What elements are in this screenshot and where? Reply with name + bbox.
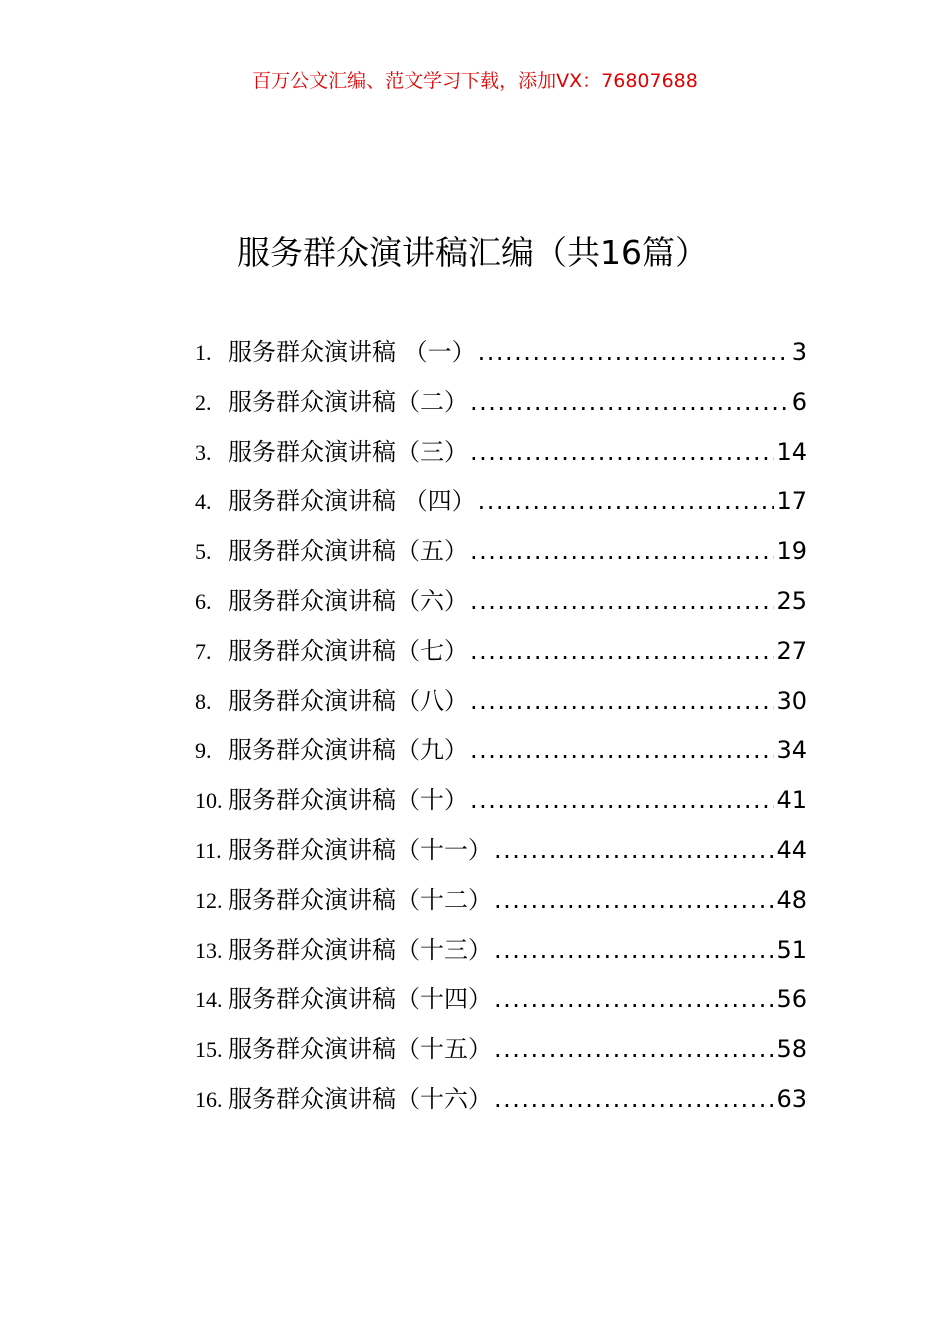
toc-entry-label: 服务群众演讲稿（三）: [228, 437, 468, 466]
toc-entry-page-number: 56: [776, 985, 807, 1014]
toc-dot-leader: [478, 482, 775, 520]
toc-entry-page-number: 58: [776, 1035, 807, 1064]
toc-entry-number: 10.: [195, 788, 223, 814]
toc-entry-number: 9.: [195, 738, 212, 764]
toc-entry-page-number: 41: [776, 786, 807, 815]
toc-dot-leader: [470, 632, 774, 670]
toc-entry-number: 11.: [195, 837, 222, 863]
toc-entry-page-number: 6: [791, 387, 807, 416]
toc-entry-page-number: 27: [776, 636, 807, 665]
toc-entry-label: 服务群众演讲稿 （一）: [228, 338, 476, 366]
toc-entry-page-number: 19: [776, 537, 807, 566]
toc-dot-leader: [470, 682, 774, 720]
toc-entry-number: 8.: [195, 688, 212, 714]
toc-entry-page-number: 63: [776, 1084, 807, 1113]
toc-entry[interactable]: [195, 333, 807, 383]
toc-entry-label: 服务群众演讲稿（八）: [228, 686, 468, 715]
toc-entry-page-number: 34: [776, 736, 807, 765]
toc-entry-number: 1.: [195, 340, 212, 365]
toc-entry[interactable]: [195, 582, 807, 632]
toc-entry-number: 6.: [195, 588, 212, 614]
toc-entry-page-number: 14: [776, 437, 807, 466]
toc-entry[interactable]: [195, 931, 807, 981]
toc-entry-page-number: 48: [776, 885, 807, 914]
toc-entry-label: 服务群众演讲稿（六）: [228, 586, 468, 615]
toc-entry-label: 服务群众演讲稿（十一）: [228, 835, 492, 864]
toc-dot-leader: [470, 582, 774, 620]
table-of-contents: [195, 333, 807, 1130]
toc-entry-number: 13.: [195, 937, 223, 963]
toc-entry-number: 3.: [195, 439, 212, 465]
toc-entry-number: 4.: [195, 489, 212, 515]
toc-entry-label: 服务群众演讲稿（七）: [228, 636, 468, 665]
toc-entry-label: 服务群众演讲稿（十五）: [228, 1035, 492, 1064]
toc-dot-leader: [470, 731, 774, 769]
toc-entry-number: 15.: [195, 1037, 223, 1063]
toc-entry-label: 服务群众演讲稿（十六）: [228, 1084, 492, 1113]
toc-entry-label: 服务群众演讲稿（二）: [228, 387, 468, 416]
toc-dot-leader: [494, 831, 774, 869]
toc-entry[interactable]: [195, 980, 807, 1030]
toc-entry-number: 5.: [195, 539, 212, 565]
toc-entry[interactable]: [195, 1080, 807, 1130]
toc-entry-page-number: 51: [776, 935, 807, 964]
toc-entry-page-number: 3: [791, 338, 807, 366]
toc-dot-leader: [494, 980, 774, 1018]
toc-entry[interactable]: [195, 433, 807, 483]
toc-entry[interactable]: [195, 731, 807, 781]
toc-entry[interactable]: [195, 632, 807, 682]
toc-entry-number: 7.: [195, 638, 212, 664]
toc-entry-page-number: 44: [776, 835, 807, 864]
toc-entry-label: 服务群众演讲稿（十三）: [228, 935, 492, 964]
toc-entry[interactable]: [195, 482, 807, 532]
toc-entry-page-number: 17: [776, 487, 807, 516]
toc-entry-number: 16.: [195, 1086, 223, 1112]
document-title: 服务群众演讲稿汇编（共16篇）: [237, 233, 708, 272]
toc-entry[interactable]: [195, 532, 807, 582]
toc-dot-leader: [494, 931, 774, 969]
header-note: 百万公文汇编、范文学习下载，添加VX：76807688: [252, 70, 698, 92]
toc-entry-label: 服务群众演讲稿（十四）: [228, 985, 492, 1014]
toc-dot-leader: [470, 532, 774, 570]
toc-dot-leader: [478, 333, 790, 371]
toc-entry-label: 服务群众演讲稿（五）: [228, 537, 468, 566]
toc-entry[interactable]: [195, 1030, 807, 1080]
toc-dot-leader: [494, 1080, 774, 1118]
toc-entry-page-number: 30: [776, 686, 807, 715]
toc-entry[interactable]: [195, 682, 807, 732]
toc-entry[interactable]: [195, 831, 807, 881]
toc-dot-leader: [494, 881, 774, 919]
toc-entry-label: 服务群众演讲稿 （四）: [228, 487, 476, 516]
toc-dot-leader: [470, 433, 774, 471]
toc-entry-number: 2.: [195, 389, 212, 415]
toc-entry-label: 服务群众演讲稿（十二）: [228, 885, 492, 914]
toc-entry-label: 服务群众演讲稿（十）: [228, 786, 468, 815]
toc-dot-leader: [494, 1030, 774, 1068]
toc-entry-page-number: 25: [776, 586, 807, 615]
toc-entry-number: 12.: [195, 887, 223, 913]
toc-entry[interactable]: [195, 881, 807, 931]
toc-entry[interactable]: [195, 383, 807, 433]
toc-dot-leader: [470, 383, 790, 421]
toc-entry-label: 服务群众演讲稿（九）: [228, 736, 468, 765]
toc-entry-number: 14.: [195, 987, 223, 1013]
toc-entry[interactable]: [195, 781, 807, 831]
toc-dot-leader: [470, 781, 774, 819]
